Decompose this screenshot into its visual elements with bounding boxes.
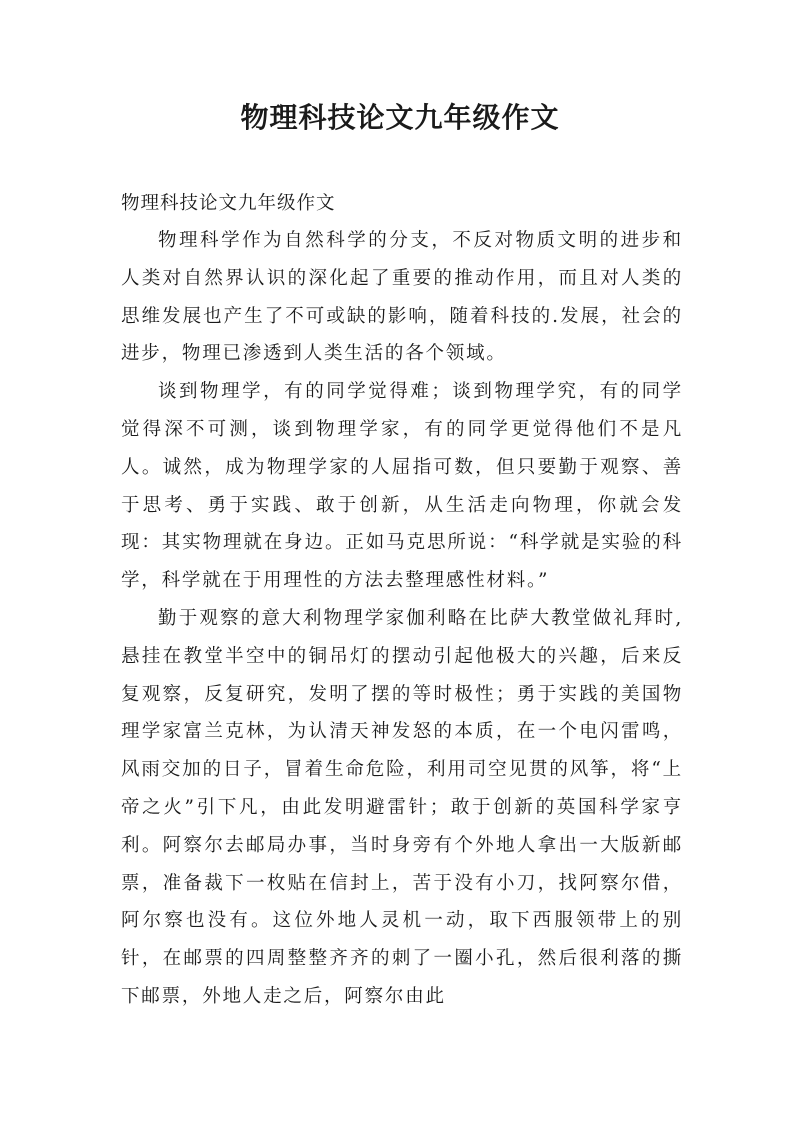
paragraph: 勤于观察的意大利物理学家伽利略在比萨大教堂做礼拜时,悬挂在教堂半空中的铜吊灯的摆动引起他极大的兴趣，后来反复观察，反复研究，发明了摆的等时极性；勇于实践的美国物理学家富兰克林，为认清天神发怒的本质，在一个电闪雷鸣，风雨交加的日子，冒着生命危险，利用司空见贯的风筝，将“上帝之火”引下凡，由此发明避雷针；敢于创新的英国科学家亨利。阿察尔去邮局办事，当时身旁有个外地人拿出一大版新邮票，准备裁下一枚贴在信封上，苦于没有小刀，找阿察尔借，阿尔察也没有。这位外地人灵机一动，取下西服领带上的别针，在邮票的四周整整齐齐的刺了一圈小孔，然后很利落的撕下邮票，外地人走之后，阿察尔由此 (121, 607, 683, 1007)
document-subtitle: 物理科技论文九年级作文 (121, 193, 336, 214)
paragraph: 谈到物理学，有的同学觉得难；谈到物理学究，有的同学觉得深不可测，谈到物理学家，有的同学更觉得他们不是凡人。诚然，成为物理学家的人屈指可数，但只要勤于观察、善于思考、勇于实践、敢于创新，从生活走向物理，你就会发现：其实物理就在身边。正如马克思所说：“科学就是实验的科学，科学就在于用理性的方法去整理感性材料。” (121, 381, 683, 592)
document-body (121, 222, 683, 1016)
paragraph: 物理科学作为自然科学的分支，不反对物质文明的进步和人类对自然界认识的深化起了重要的推动作用，而且对人类的思维发展也产生了不可或缺的影响，随着科技的.发展，社会的进步，物理已渗透到人类生活的各个领域。 (121, 230, 683, 365)
document-title: 物理科技论文九年级作文 (240, 101, 560, 134)
